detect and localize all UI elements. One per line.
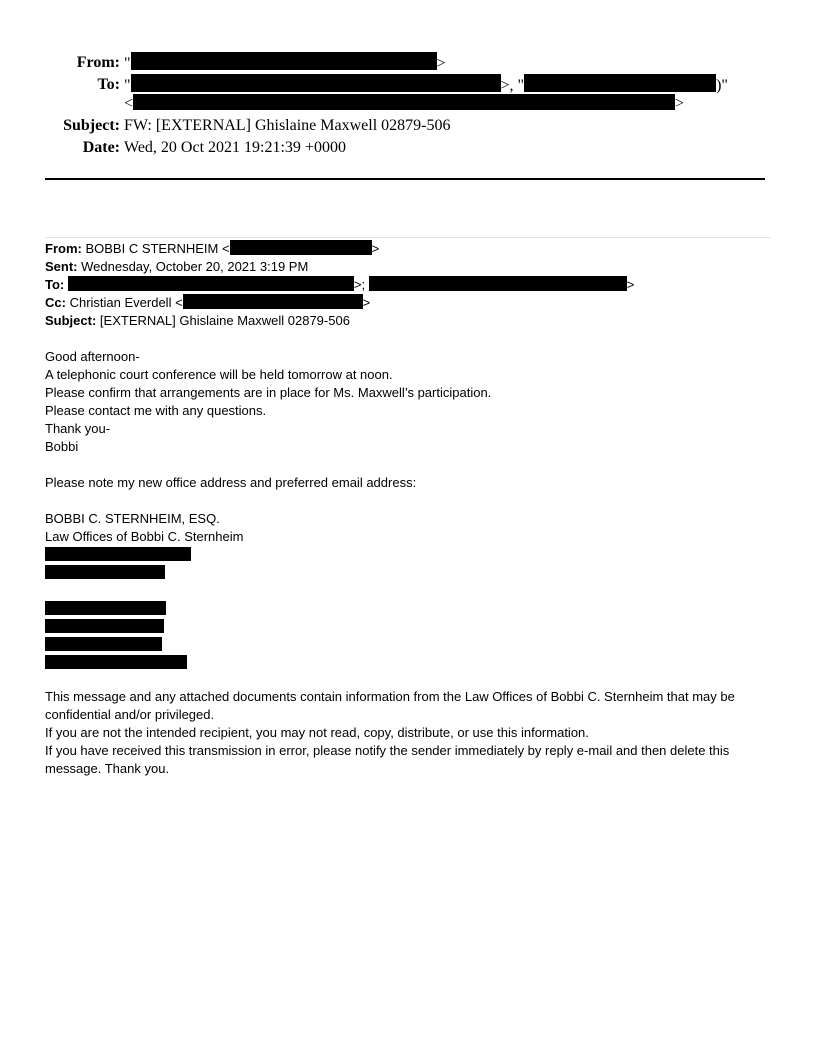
redacted-contact-line [45, 619, 164, 633]
message-line: Good afternoon- [45, 349, 140, 364]
redacted-contact-line [45, 655, 187, 669]
fwd-cc-name: Christian Everdell < [69, 295, 183, 310]
fwd-to-line: To: >; > [45, 277, 635, 292]
forward-divider [45, 237, 771, 238]
fwd-sent-label: Sent: [45, 259, 78, 274]
address-note: Please note my new office address and preferred email address: [45, 475, 417, 490]
to-label: To: [97, 76, 120, 93]
redacted-address-line [45, 547, 191, 561]
message-line: Bobbi [45, 439, 79, 454]
disclaimer-paragraph: If you have received this transmission in error, please notify the sender immediately by reply e-mail and then delete this message. Thank you. [45, 743, 730, 776]
fwd-subject-value: [EXTERNAL] Ghislaine Maxwell 02879-506 [99, 313, 350, 328]
forwarded-message [45, 240, 775, 800]
message-line: Thank you- [45, 421, 111, 436]
message-line: Please confirm that arrangements are in place for Ms. Maxwell’s participation. [45, 385, 492, 400]
fwd-subject-line [45, 312, 350, 330]
redacted-fwd-to-2 [369, 276, 627, 291]
date-value: Wed, 20 Oct 2021 19:21:39 +0000 [124, 139, 346, 156]
redacted-fwd-cc [183, 294, 363, 309]
email-header [0, 52, 816, 162]
fwd-cc-line: Cc: Christian Everdell < > [45, 295, 371, 310]
to-value: " >, " )" [124, 74, 728, 97]
fwd-sent-line [45, 258, 308, 276]
disclaimer-paragraph: This message and any attached documents contain information from the Law Offices of Bobbi C. Sternheim that may be confidential and/or privileged. [45, 689, 735, 722]
redacted-to-2 [524, 74, 716, 92]
redacted-fwd-from [230, 240, 372, 255]
redacted-fwd-to-1 [68, 276, 354, 291]
date-label: Date: [82, 139, 120, 156]
fwd-from-name: BOBBI C STERNHEIM < [85, 241, 230, 256]
from-value: " > [124, 52, 446, 75]
disclaimer-paragraph: If you are not the intended recipient, you may not read, copy, distribute, or use this information. [45, 725, 589, 740]
message-line: Please contact me with any questions. [45, 403, 267, 418]
redacted-to-3 [133, 94, 675, 110]
redacted-contact-line [45, 601, 166, 615]
fwd-subject-label: Subject: [45, 313, 97, 328]
to-value-cont: < > [124, 95, 685, 112]
redacted-from [131, 52, 437, 70]
fwd-from-label: From: [45, 241, 82, 256]
fwd-cc-label: Cc: [45, 295, 66, 310]
subject-label: Subject: [63, 117, 120, 134]
redacted-to-1 [131, 74, 501, 92]
fwd-sent-value: Wednesday, October 20, 2021 3:19 PM [81, 259, 309, 274]
fwd-from-line: From: BOBBI C STERNHEIM < > [45, 241, 380, 256]
header-divider [45, 178, 765, 180]
redacted-contact-line [45, 637, 162, 651]
from-label: From: [76, 54, 120, 71]
signature-firm: Law Offices of Bobbi C. Sternheim [45, 529, 244, 544]
fwd-to-label: To: [45, 277, 65, 292]
redacted-address-line [45, 565, 165, 579]
signature-name: BOBBI C. STERNHEIM, ESQ. [45, 511, 220, 526]
message-line: A telephonic court conference will be held tomorrow at noon. [45, 367, 393, 382]
subject-value: FW: [EXTERNAL] Ghislaine Maxwell 02879-506 [124, 117, 451, 134]
